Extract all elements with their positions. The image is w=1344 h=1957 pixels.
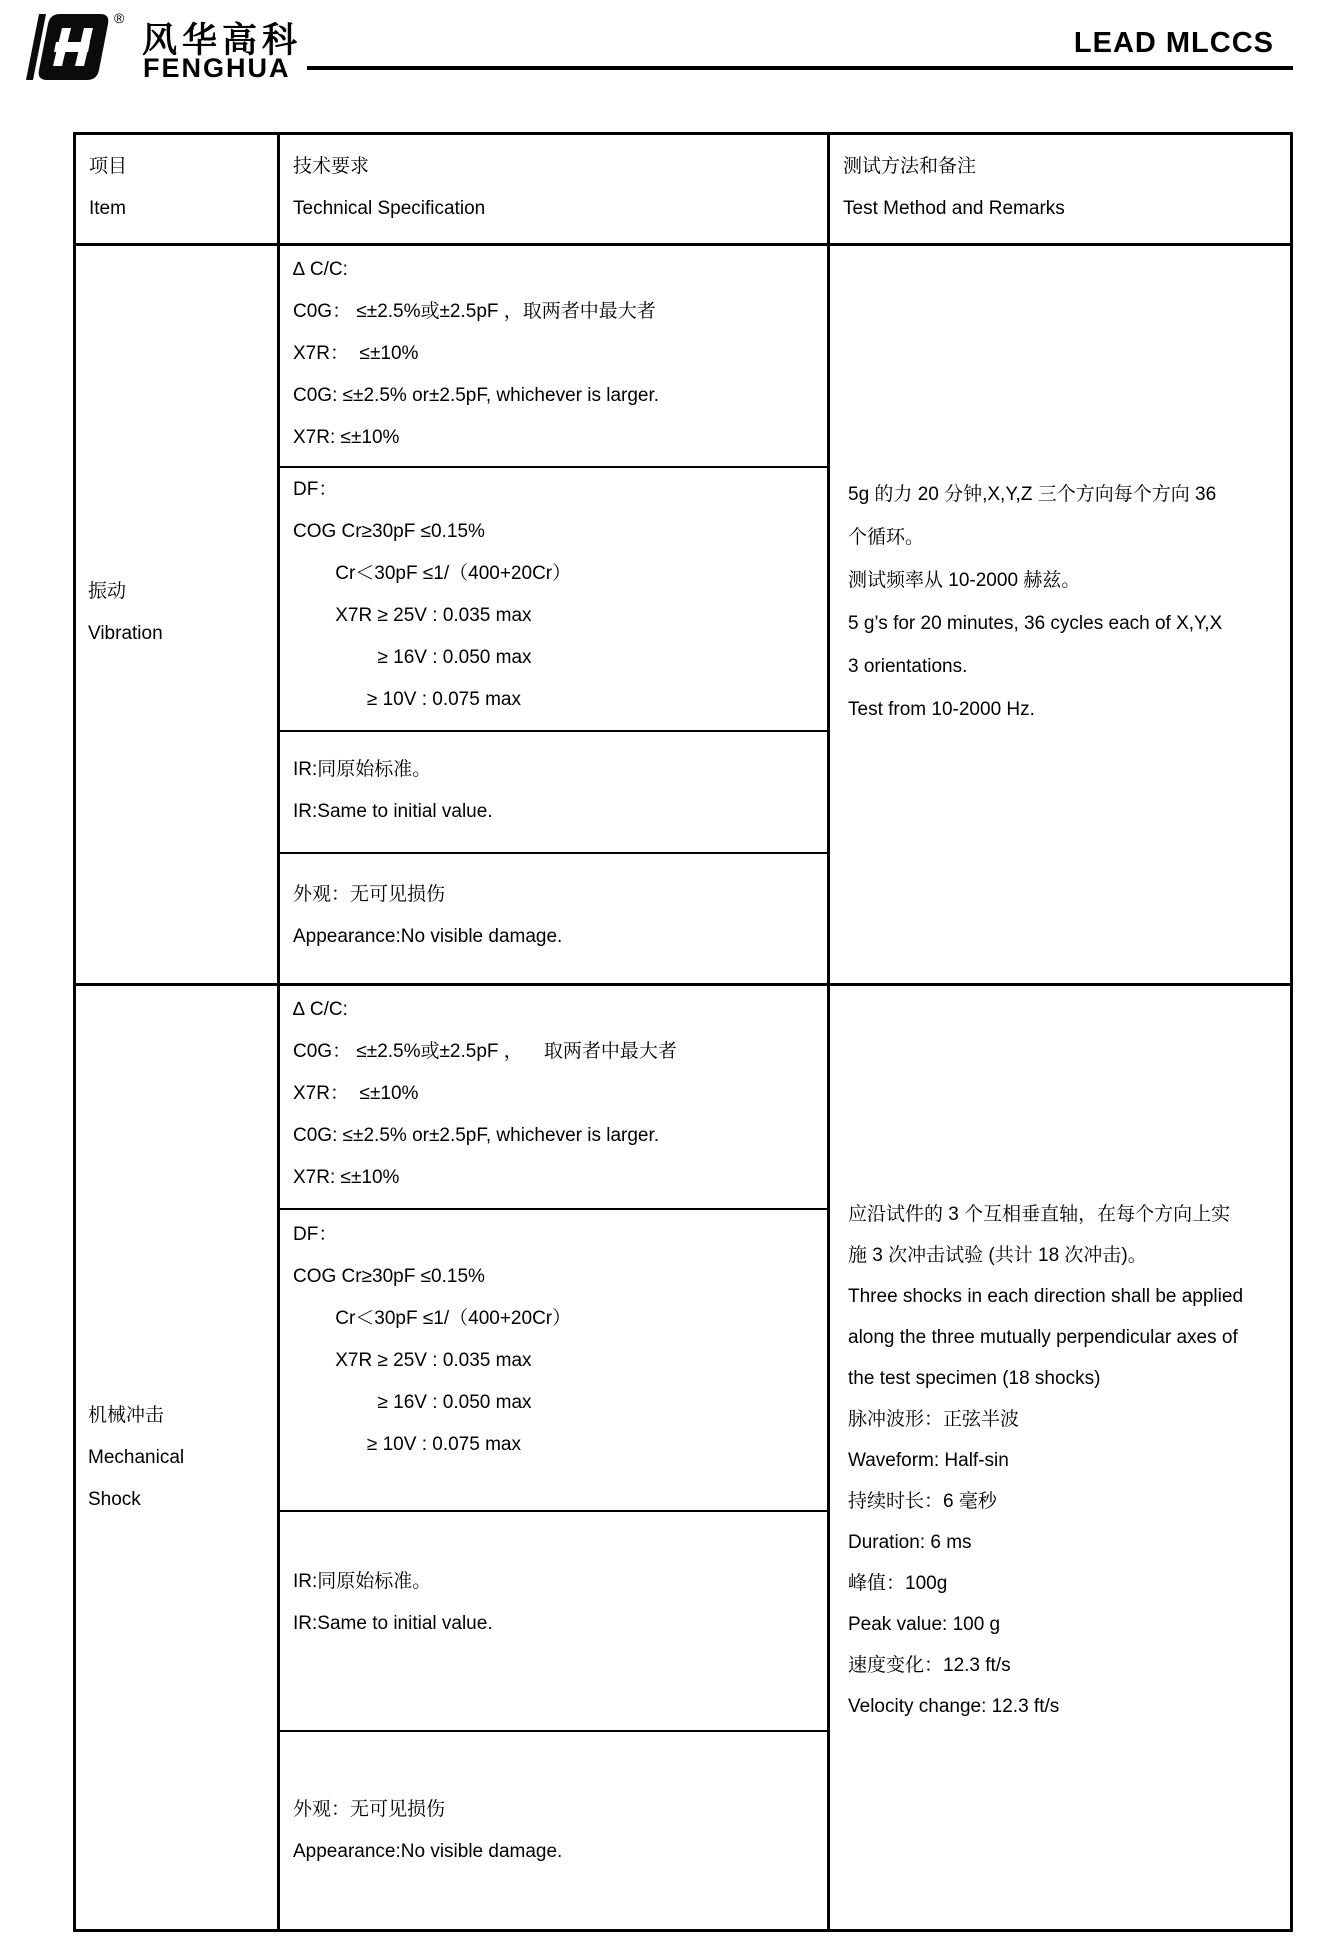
- text-line: COG Cr≥30pF ≤0.15%: [293, 521, 485, 542]
- test-method-vibration: [827, 243, 1293, 983]
- brand-name-english: FENGHUA: [143, 53, 291, 83]
- item-label-vibration: [73, 243, 277, 983]
- text-line: 速度变化：12.3 ft/s: [848, 1655, 1011, 1676]
- text-line: Velocity change: 12.3 ft/s: [848, 1696, 1060, 1717]
- spec-delta-cc-shock: [277, 983, 827, 1208]
- text-line: 5g 的力 20 分钟,X,Y,Z 三个方向每个方向 36: [848, 484, 1217, 505]
- spec-delta-cc-vibration: [277, 243, 827, 466]
- text-line: Mechanical: [88, 1446, 185, 1468]
- item-label-mechanical-shock: [73, 983, 277, 1932]
- text-line: 脉冲波形：正弦半波: [848, 1409, 1020, 1430]
- text-line: 技术要求: [293, 155, 370, 177]
- text-line: Peak value: 100 g: [848, 1614, 1001, 1635]
- text-line: 外观：无可见损伤: [293, 884, 446, 905]
- text-line: C0G： ≤±2.5%或±2.5pF ，取两者中最大者: [293, 301, 656, 322]
- text-line: X7R ≥ 25V : 0.035 max: [293, 605, 532, 626]
- text-line: 5 g’s for 20 minutes, 36 cycles each of X,Y,X: [848, 613, 1223, 634]
- fenghua-logo-icon: [26, 12, 112, 82]
- text-line: along the three mutually perpendicular axes of: [848, 1327, 1238, 1348]
- text-line: 峰值：100g: [848, 1573, 948, 1594]
- text-line: 振动: [88, 581, 127, 602]
- text-line: Cr＜30pF ≤1/（400+20Cr）: [293, 1308, 572, 1329]
- spec-df-vibration: [277, 466, 827, 730]
- text-line: COG Cr≥30pF ≤0.15%: [293, 1266, 485, 1287]
- text-line: 测试频率从 10-2000 赫兹。: [848, 570, 1081, 591]
- text-line: ≥ 16V : 0.050 max: [293, 647, 532, 668]
- text-line: Duration: 6 ms: [848, 1532, 972, 1553]
- text-line: ∆ C/C:: [293, 259, 348, 280]
- text-line: Vibration: [88, 623, 163, 644]
- text-line: Item: [89, 197, 126, 219]
- text-line: 3 orientations.: [848, 656, 968, 677]
- text-line: X7R: ≤±10%: [293, 427, 400, 448]
- text-line: DF：: [293, 479, 338, 500]
- spec-table: [73, 132, 1293, 1932]
- text-line: Shock: [88, 1488, 141, 1510]
- text-line: IR:同原始标准。: [293, 759, 432, 780]
- text-line: X7R： ≤±10%: [293, 1083, 419, 1104]
- brand-name-chinese: 风华高科: [142, 21, 303, 60]
- text-line: DF：: [293, 1224, 338, 1245]
- text-line: Three shocks in each direction shall be applied: [848, 1286, 1244, 1307]
- spec-df-shock: [277, 1208, 827, 1510]
- text-line: ∆ C/C:: [293, 999, 348, 1020]
- text-line: Waveform: Half-sin: [848, 1450, 1009, 1471]
- text-line: X7R ≥ 25V : 0.035 max: [293, 1350, 532, 1371]
- text-line: 应沿试件的 3 个互相垂直轴，在每个方向上实: [848, 1204, 1231, 1225]
- spec-appearance-vibration: [277, 852, 827, 983]
- document-title: LEAD MLCCS: [1073, 27, 1274, 59]
- text-line: Cr＜30pF ≤1/（400+20Cr）: [293, 563, 572, 584]
- text-line: Test from 10-2000 Hz.: [848, 699, 1035, 720]
- text-line: Appearance:No visible damage.: [293, 1841, 563, 1862]
- text-line: IR:同原始标准。: [293, 1571, 432, 1592]
- column-header-test-method: [827, 132, 1293, 243]
- text-line: 个循环。: [848, 527, 925, 548]
- text-line: Technical Specification: [293, 197, 486, 219]
- text-line: C0G： ≤±2.5%或±2.5pF ， 取两者中最大者: [293, 1041, 677, 1062]
- column-header-item: [73, 132, 277, 243]
- header-divider: [307, 66, 1293, 70]
- text-line: ≥ 10V : 0.075 max: [293, 1434, 521, 1455]
- text-line: 外观：无可见损伤: [293, 1799, 446, 1820]
- text-line: C0G: ≤±2.5% or±2.5pF, whichever is larger.: [293, 385, 660, 406]
- column-header-technical-specification: [277, 132, 827, 243]
- text-line: 机械冲击: [88, 1404, 165, 1426]
- text-line: Test Method and Remarks: [843, 197, 1065, 219]
- text-line: ≥ 10V : 0.075 max: [293, 689, 521, 710]
- text-line: Appearance:No visible damage.: [293, 926, 563, 947]
- text-line: the test specimen (18 shocks): [848, 1368, 1101, 1389]
- text-line: IR:Same to initial value.: [293, 1613, 493, 1634]
- text-line: ≥ 16V : 0.050 max: [293, 1392, 532, 1413]
- text-line: C0G: ≤±2.5% or±2.5pF, whichever is larger.: [293, 1125, 660, 1146]
- test-method-shock: [827, 983, 1293, 1932]
- text-line: 施 3 次冲击试验 (共计 18 次冲击)。: [848, 1245, 1147, 1266]
- text-line: 持续时长：6 毫秒: [848, 1491, 997, 1512]
- text-line: 项目: [89, 155, 128, 177]
- text-line: 测试方法和备注: [843, 155, 977, 177]
- text-line: IR:Same to initial value.: [293, 801, 493, 822]
- spec-ir-shock: [277, 1510, 827, 1730]
- spec-ir-vibration: [277, 730, 827, 852]
- text-line: X7R: ≤±10%: [293, 1167, 400, 1188]
- text-line: X7R： ≤±10%: [293, 343, 419, 364]
- registered-trademark-mark: ®: [114, 10, 125, 26]
- spec-appearance-shock: [277, 1730, 827, 1932]
